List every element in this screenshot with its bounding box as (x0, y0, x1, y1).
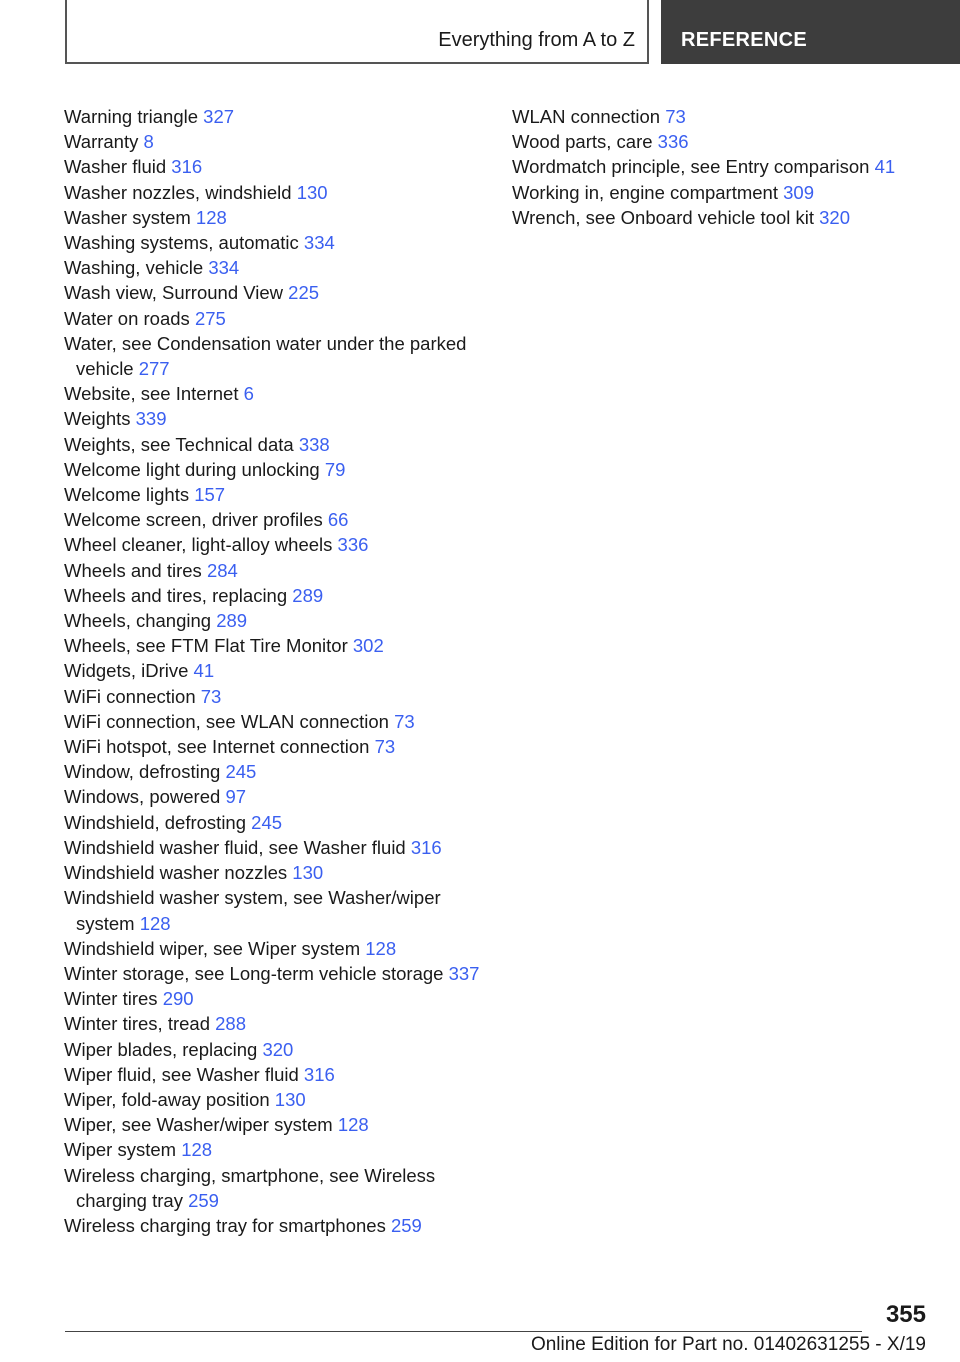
page-reference-link[interactable]: 41 (874, 156, 896, 178)
index-term: Winter tires, tread (64, 1013, 210, 1035)
index-entry (64, 658, 494, 683)
running-header-section (65, 0, 649, 64)
chapter-title: REFERENCE (681, 29, 808, 51)
page-reference-link[interactable]: 327 (203, 106, 235, 127)
index-term: Widgets, iDrive (64, 660, 189, 682)
index-term: Windshield washer fluid, see Washer fluid (64, 836, 406, 858)
index-term: Wheels and tires (64, 559, 202, 581)
page-reference-link[interactable]: 316 (303, 1063, 335, 1085)
page-reference-link[interactable]: 41 (193, 660, 215, 682)
index-term: Windshield, defrosting (64, 811, 247, 833)
page-reference-link[interactable]: 259 (390, 1214, 422, 1236)
index-term: Wiper, fold-away position (64, 1088, 270, 1110)
index-entry (64, 129, 494, 154)
page-reference-link[interactable]: 8 (143, 131, 154, 153)
index-term: Wireless charging tray for smartphones (64, 1214, 386, 1236)
page-reference-link[interactable]: 334 (208, 257, 240, 279)
page-reference-link[interactable]: 290 (162, 988, 194, 1010)
index-term: Washer nozzles, windshield (64, 181, 292, 203)
index-entry (512, 129, 942, 154)
index-entry (512, 180, 942, 205)
index-entry (64, 1011, 494, 1036)
index-entry (64, 406, 494, 431)
page-reference-link[interactable]: 337 (448, 962, 480, 984)
page-reference-link[interactable]: 289 (216, 610, 248, 632)
index-term: Wheels, see FTM Flat Tire Monitor (64, 635, 348, 657)
page-reference-link[interactable]: 128 (365, 937, 397, 959)
page-reference-link[interactable]: 277 (138, 358, 170, 380)
page-reference-link[interactable]: 245 (225, 761, 257, 783)
index-entry (64, 482, 494, 507)
index-entry (64, 331, 494, 381)
section-title: Everything from A to Z (438, 29, 635, 51)
index-entry (64, 1062, 494, 1087)
index-term: Welcome light during unlocking (64, 458, 320, 480)
index-term: Windshield wiper, see Wiper system (64, 937, 361, 959)
index-entry (64, 1037, 494, 1062)
index-term: WiFi hotspot, see Internet connection (64, 736, 370, 758)
index-term: Wheels, changing (64, 610, 212, 632)
index-term: Washing, vehicle (64, 257, 204, 279)
page-reference-link[interactable]: 259 (188, 1189, 219, 1211)
page-reference-link[interactable]: 288 (215, 1013, 247, 1035)
page-reference-link[interactable]: 128 (139, 912, 171, 934)
page-reference-link[interactable]: 6 (243, 383, 254, 405)
index-entry (64, 1087, 494, 1112)
page-reference-link[interactable]: 275 (194, 307, 226, 329)
page-reference-link[interactable]: 316 (171, 156, 203, 178)
index-term: Warning triangle (64, 106, 199, 127)
page-number: 355 (885, 1301, 926, 1328)
index-term: Website, see Internet (64, 383, 239, 405)
index-entry (64, 280, 494, 305)
index-entry (64, 810, 494, 835)
page-reference-link[interactable]: 320 (262, 1038, 294, 1060)
index-term: Winter tires (64, 988, 158, 1010)
index-term: Weights (64, 408, 131, 430)
page-reference-link[interactable]: 128 (181, 1139, 213, 1161)
page-reference-link[interactable]: 289 (292, 584, 324, 606)
index-term: Welcome screen, driver profiles (64, 509, 323, 531)
index-entry (64, 507, 494, 532)
index-term: WLAN connection (512, 106, 661, 127)
index-entry (64, 205, 494, 230)
index-entry (64, 432, 494, 457)
index-term: Wordmatch principle, see Entry comparison (512, 156, 870, 178)
index-term: Welcome lights (64, 484, 190, 506)
index-term: Wiper fluid, see Washer fluid (64, 1063, 299, 1085)
page-reference-link[interactable]: 336 (657, 131, 689, 153)
index-column-right (512, 104, 942, 230)
page-reference-link[interactable]: 284 (206, 559, 238, 581)
page-reference-link[interactable]: 339 (135, 408, 167, 430)
page-reference-link[interactable]: 73 (394, 710, 415, 732)
index-entry (64, 583, 494, 608)
index-term: Wrench, see Onboard vehicle tool kit (512, 206, 814, 228)
index-term: Washing systems, automatic (64, 232, 299, 254)
index-term: Wiper, see Washer/wiper system (64, 1114, 333, 1136)
index-entry (64, 381, 494, 406)
index-entry (64, 104, 494, 129)
index-entry (64, 608, 494, 633)
page-reference-link[interactable]: 73 (665, 106, 686, 127)
page-reference-link[interactable]: 97 (225, 786, 247, 808)
index-term: Wheel cleaner, light-alloy wheels (64, 534, 333, 556)
index-term: Warranty (64, 131, 139, 153)
index-entry (64, 709, 494, 734)
index-entry (64, 961, 494, 986)
page-reference-link[interactable]: 336 (337, 534, 369, 556)
page-reference-link[interactable]: 73 (200, 685, 222, 707)
page-reference-link[interactable]: 130 (274, 1088, 306, 1110)
index-term: Wireless charging, smartphone, see Wireless charging tray (64, 1164, 436, 1211)
index-term: WiFi connection, see WLAN connection (64, 710, 389, 732)
index-entry (64, 1213, 494, 1238)
page-reference-link[interactable]: 128 (337, 1114, 369, 1136)
index-term: Wood parts, care (512, 131, 653, 153)
page-reference-link[interactable]: 302 (352, 635, 384, 657)
index-entry (64, 784, 494, 809)
index-term: Wiper system (64, 1139, 177, 1161)
index-entry (64, 457, 494, 482)
index-entry (64, 230, 494, 255)
index-entry (64, 532, 494, 557)
index-term: Wiper blades, replacing (64, 1038, 258, 1060)
index-term: Wash view, Surround View (64, 282, 284, 304)
index-entry (64, 986, 494, 1011)
index-term: Weights, see Technical data (64, 433, 294, 455)
index-term: Washer system (64, 206, 191, 228)
index-entry (64, 885, 494, 935)
index-term: Wheels and tires, replacing (64, 584, 288, 606)
page-reference-link[interactable]: 316 (410, 836, 442, 858)
footer-edition: Online Edition for Part no. 01402631255 - X/19 (530, 1334, 926, 1355)
index-term: Window, defrosting (64, 761, 221, 783)
index-entry (64, 684, 494, 709)
index-entry (64, 1112, 494, 1137)
index-entry (64, 1137, 494, 1162)
index-entry (64, 936, 494, 961)
index-entry (64, 255, 494, 280)
index-entry (512, 205, 942, 230)
footer-divider (65, 1331, 862, 1332)
page-reference-link[interactable]: 66 (327, 509, 349, 531)
index-entry (512, 154, 942, 179)
chapter-tab (661, 0, 960, 64)
index-entry (64, 1163, 494, 1213)
index-column-left (64, 104, 494, 1238)
page-reference-link[interactable]: 73 (374, 736, 396, 758)
page-reference-link[interactable]: 130 (292, 862, 324, 884)
index-term: Working in, engine compartment (512, 181, 778, 203)
page-reference-link[interactable]: 128 (195, 206, 227, 228)
index-term: Windshield washer nozzles (64, 862, 288, 884)
index-entry (64, 306, 494, 331)
index-entry (64, 154, 494, 179)
index-entry (64, 633, 494, 658)
index-term: WiFi connection (64, 685, 196, 707)
page-reference-link[interactable]: 309 (783, 181, 814, 203)
page-reference-link[interactable]: 245 (251, 811, 283, 833)
page-reference-link[interactable]: 157 (194, 484, 226, 506)
index-entry (64, 180, 494, 205)
index-entry (64, 759, 494, 784)
index-term: Windows, powered (64, 786, 221, 808)
page-reference-link[interactable]: 225 (288, 282, 320, 304)
page-reference-link[interactable]: 79 (324, 458, 346, 480)
index-entry (512, 104, 942, 129)
index-term: Water, see Condensation water under the parked vehicle (64, 332, 467, 380)
page-reference-link[interactable]: 334 (303, 232, 335, 254)
index-entry (64, 835, 494, 860)
index-term: Water on roads (64, 307, 190, 329)
index-term: Winter storage, see Long-term vehicle storage (64, 962, 444, 984)
index-term: Washer fluid (64, 156, 167, 178)
page-reference-link[interactable]: 320 (819, 206, 850, 228)
page-reference-link[interactable]: 338 (298, 433, 330, 455)
index-term: Windshield washer system, see Washer/wiper system (64, 887, 441, 934)
index-entry (64, 558, 494, 583)
page-reference-link[interactable]: 130 (296, 181, 328, 203)
index-entry (64, 860, 494, 885)
index-entry (64, 734, 494, 759)
